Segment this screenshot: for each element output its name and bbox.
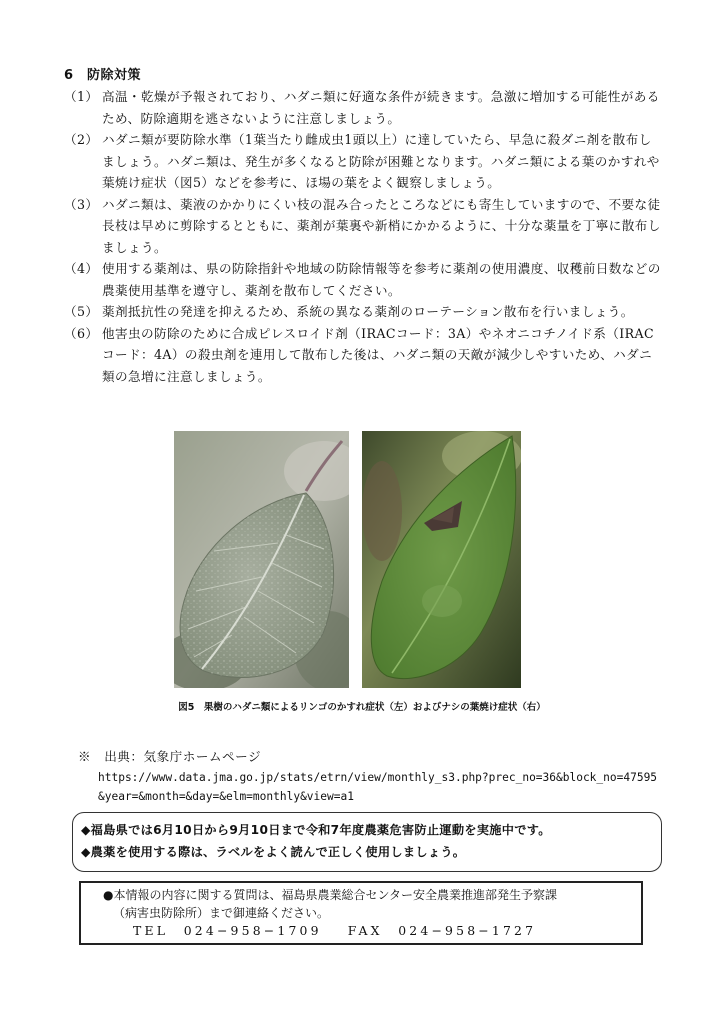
list-item [64, 258, 664, 301]
contact-phone-row [103, 922, 631, 940]
contact-line-1: ●本情報の内容に関する質問は、福島県農業総合センター安全農業推進部発生予察課 [103, 888, 557, 902]
list-item [64, 301, 664, 323]
apple-leaf-photo [174, 431, 349, 688]
source-url: https://www.data.jma.go.jp/stats/etrn/view/monthly_s3.php?prec_no=36&block_no=47595&year=&month=&day=&elm=monthly&view=a1 [98, 771, 658, 803]
notice-line-label: ◆農薬を使用する際は、ラベルをよく読んで正しく使用しましょう。 [81, 845, 466, 859]
fax-number: FAX 024−958−1727 [347, 923, 537, 938]
list-item [64, 323, 664, 388]
item-text: ハダニ類が要防除水準（1葉当たり雌成虫1頭以上）に達していたら、早急に殺ダニ剤を散布しましょう。ハダニ類は、発生が多くなると防除が困難となります。ハダニ類による葉のかすれや葉焼け症状（図5）などを参考に、ほ場の葉をよく観察しましょう。 [102, 132, 660, 190]
pear-leaf-photo [362, 431, 521, 688]
item-number: （4） [64, 261, 99, 276]
item-text: 使用する薬剤は、県の防除指針や地域の防除情報等を参考に薬剤の使用濃度、収穫前日数などの農薬使用基準を遵守し、薬剤を散布してください。 [102, 261, 661, 298]
item-number: （2） [64, 132, 99, 147]
tel-number: TEL 024−958−1709 [133, 923, 322, 938]
section-title: 6 防除対策 [64, 68, 142, 83]
notice-box [72, 812, 662, 872]
item-number: （1） [64, 89, 99, 104]
item-text: 高温・乾燥が予報されており、ハダニ類に好適な条件が続きます。急激に増加する可能性があるため、防除適期を逃さないように注意しましょう。 [102, 89, 660, 126]
contact-line-2: （病害虫防除所）まで御連絡ください。 [113, 906, 330, 920]
pear-leaf-image [362, 431, 521, 688]
measure-list [64, 86, 664, 387]
notice-line-campaign: ◆福島県では6月10日から9月10日まで令和7年度農薬危害防止運動を実施中です。 [81, 823, 551, 837]
item-number: （5） [64, 304, 99, 319]
apple-leaf-image [174, 431, 349, 688]
item-number: （3） [64, 196, 99, 212]
list-item [64, 129, 664, 194]
item-text: 薬剤抵抗性の発達を抑えるため、系統の異なる薬剤のローテーション散布を行いましょう。 [102, 304, 634, 319]
item-number: （6） [64, 325, 99, 341]
list-item [64, 86, 664, 129]
item-text: 他害虫の防除のために合成ピレスロイド剤（IRACコード：3A）やネオニコチノイド系（IRACコード：4A）の殺虫剤を連用して散布した後は、ハダニ類の天敵が減少しやすいため、ハダニ類の急増に注意しましょう。 [102, 325, 654, 384]
list-item [64, 194, 664, 259]
item-text: ハダニ類は、薬液のかかりにくい枝の混み合ったところなどにも寄生していますので、不要な徒長枝は早めに剪除するとともに、薬剤が葉裏や新梢にかかるように、十分な薬量を丁寧に散布しましょう。 [102, 196, 661, 255]
contact-box [79, 881, 643, 945]
source-label: ※ 出典：気象庁ホームページ [78, 749, 262, 764]
source-block [78, 746, 678, 806]
figure-caption: 図5 果樹のハダニ類によるリンゴのかすれ症状（左）およびナシの葉焼け症状（右） [178, 702, 546, 713]
